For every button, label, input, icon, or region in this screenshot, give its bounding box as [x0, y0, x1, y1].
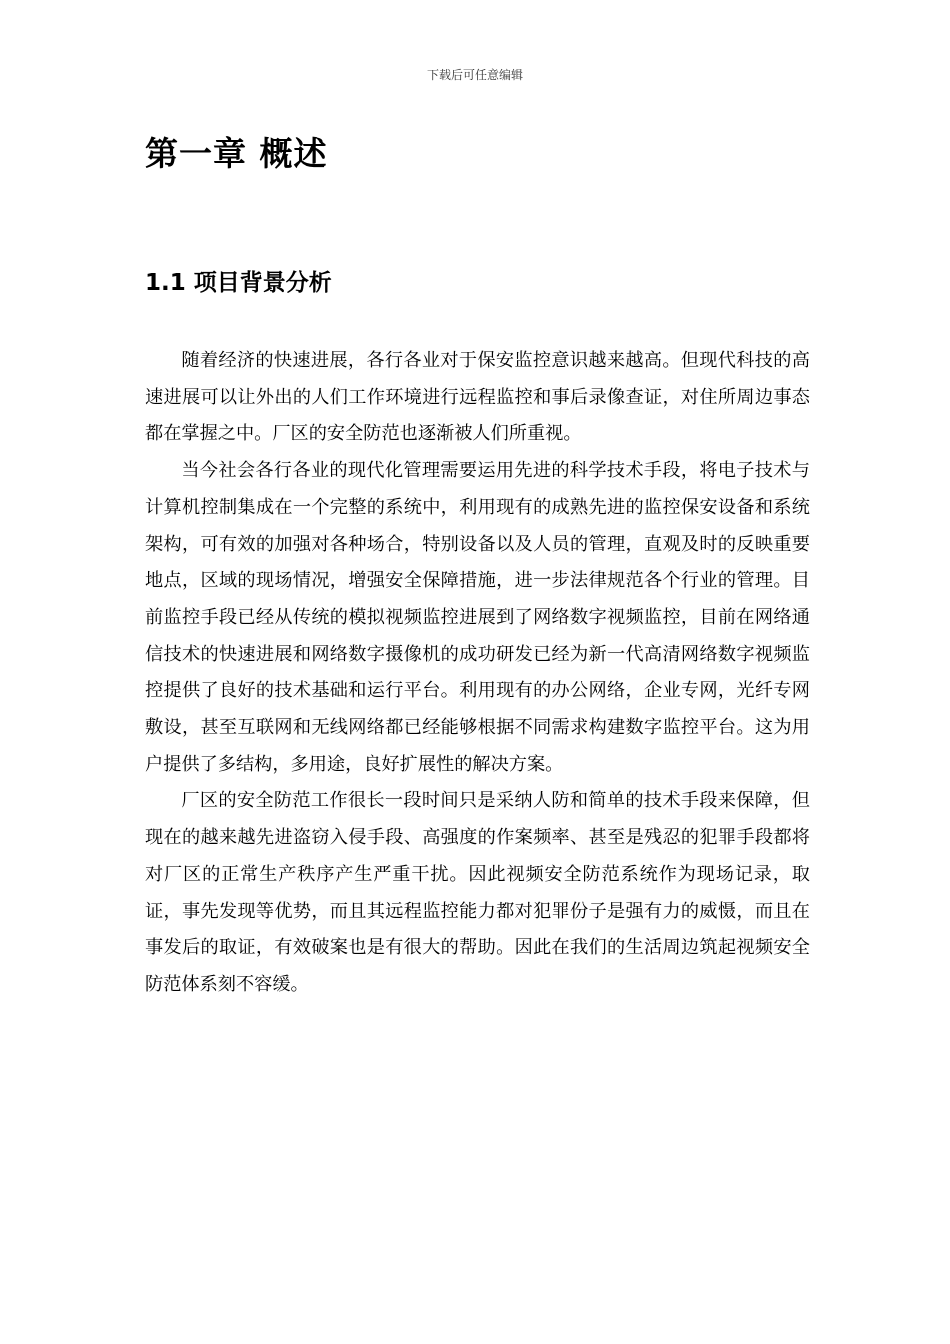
- chapter-title: 第一章 概述: [145, 134, 328, 173]
- paragraph-1: 随着经济的快速进展，各行各业对于保安监控意识越来越高。但现代科技的高速进展可以让外出的人们工作环境进行远程监控和事后录像查证，对住所周边事态都在掌握之中。厂区的安全防范也逐渐被人们所重视。: [145, 350, 810, 445]
- paragraph-3: 厂区的安全防范工作很长一段时间只是采纳人防和简单的技术手段来保障，但现在的越来越先进盗窃入侵手段、高强度的作案频率、甚至是残忍的犯罪手段都将对厂区的正常生产秩序产生严重干扰。因此视频安全防范系统作为现场记录，取证，事先发现等优势，而且其远程监控能力都对犯罪份子是强有力的威慑，而且在事发后的取证，有效破案也是有很大的帮助。因此在我们的生活周边筑起视频安全防范体系刻不容缓。: [145, 790, 810, 995]
- header-note: 下载后可任意编辑: [426, 68, 523, 82]
- paragraph-2: 当今社会各行各业的现代化管理需要运用先进的科学技术手段，将电子技术与计算机控制集成在一个完整的系统中，利用现有的成熟先进的监控保安设备和系统架构，可有效的加强对各种场合，特别设备以及人员的管理，直观及时的反映重要地点，区域的现场情况，增强安全保障措施，进一步法律规范各个行业的管理。目前监控手段已经从传统的模拟视频监控进展到了网络数字视频监控，目前在网络通信技术的快速进展和网络数字摄像机的成功研发已经为新一代高清网络数字视频监控提供了良好的技术基础和运行平台。利用现有的办公网络，企业专网，光纤专网敷设，甚至互联网和无线网络都已经能够根据不同需求构建数字监控平台。这为用户提供了多结构，多用途，良好扩展性的解决方案。: [145, 460, 810, 775]
- section-title: 1.1 项目背景分析: [145, 270, 332, 296]
- body-text: [145, 343, 810, 1004]
